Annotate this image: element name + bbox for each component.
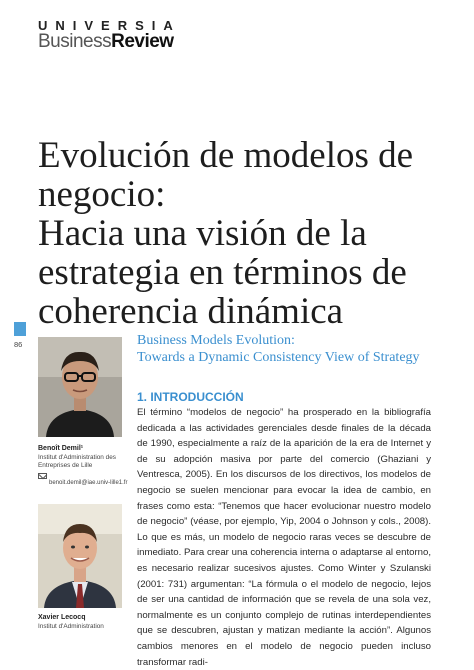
author-institution: Institut d'Administration: [38, 623, 104, 630]
logo-business-review: [38, 31, 174, 53]
article-subtitle-line: Business Models Evolution:: [137, 333, 295, 348]
article-title-line: negocio:: [38, 174, 166, 215]
page-number: 86: [14, 340, 23, 349]
author-institution: Institut d'Administration des Entreprises de Lille: [38, 454, 116, 469]
article-title-line: coherencia dinámica: [38, 291, 344, 332]
article-title: [38, 136, 458, 331]
page-marker-tab: [14, 322, 26, 336]
logo-business-text: Business: [38, 31, 112, 52]
article-title-line: Hacia una visión de la: [38, 213, 367, 254]
logo-universia: UNIVERSIA: [38, 18, 181, 33]
mail-icon: [38, 473, 47, 479]
author-name: Xavier Lecocq: [38, 614, 86, 621]
author-photo-xavier-lecocq: [38, 504, 122, 608]
article-title-line: Evolución de modelos de: [38, 135, 414, 176]
logo-review-text: Review: [111, 31, 174, 52]
author-name: Benoît Demil¹: [38, 445, 84, 452]
author-photo-benoit-demil: [38, 337, 122, 437]
author-email[interactable]: benoit.demil@iae.univ-lille1.fr: [49, 480, 128, 486]
body-paragraph: El término “modelos de negocio” ha prosperado en la bibliografía dedicada a las actividades gerenciales desde finales de la década de 1990, especialmente a raíz de la aparición de la era de Internet y de su adopción masiva por parte del comercio (Ghaziani y Ventresca, 2005). En los discursos de los directivos, los modelos de negocio se suelen mencionar para evocar la idea de cambio, en frases como esta: “Tenemos que hacer evolucionar nuestro modelo de negocio” (véase, por ejemplo, Yip, 2004 o Johnson y cols., 2008). Lo que es más, un modelo de negocio raras veces se descubre de inmediato. Para crear una coherencia interna o adaptarse al entorno, es necesario realizar sucesivos ajustes. Como Winter y Szulanski (2001: 731) argumentan: “La fórmula o el modelo de negocio, lejos de ser una cantidad de información que se revela de una sola vez, normalmente es un conjunto complejo de rutinas interdependientes que se descubren, ajustan y matizan mediante la acción”. Algunos cambios menores en el modelo de negocio pueden incluso transformar radi-: [137, 407, 431, 668]
article-title-line: estrategia en términos de: [38, 252, 407, 293]
article-subtitle-line: Towards a Dynamic Consistency View of Strategy: [137, 350, 420, 365]
article-subtitle: [137, 332, 467, 366]
section-heading: 1. INTRODUCCIÓN: [137, 390, 244, 404]
